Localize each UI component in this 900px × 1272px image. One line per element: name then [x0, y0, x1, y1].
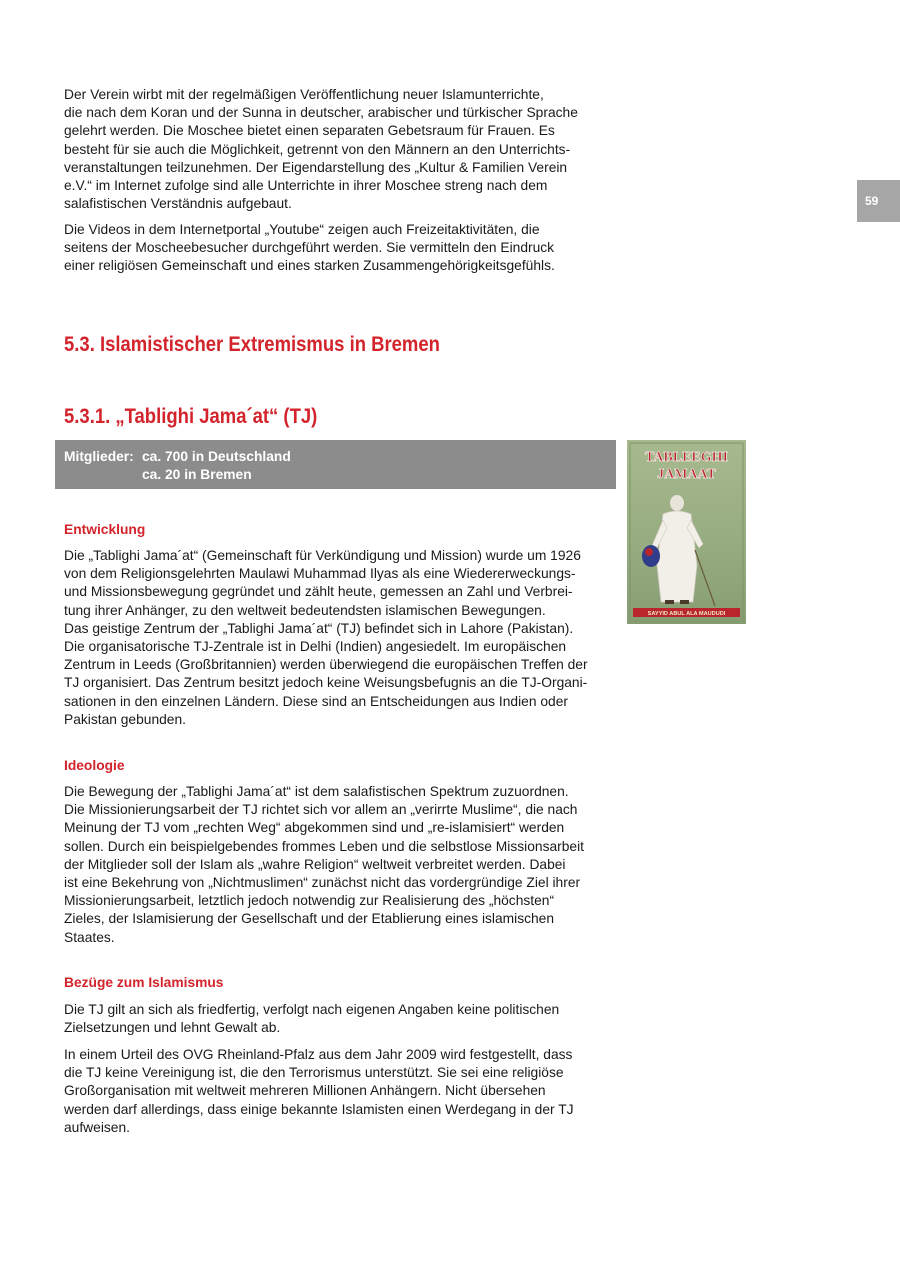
text-line: Der Verein wirbt mit der regelmäßigen Veröffentlichung neuer Islamunterrichte,: [64, 87, 544, 102]
entwicklung-heading: Entwicklung: [64, 522, 146, 537]
bezuege-paragraph-2: [64, 1046, 624, 1137]
text-line: Missionierungsarbeit, letztlich jedoch notwendig zur Realisierung des „höchsten“: [64, 893, 555, 909]
text-line: Zielsetzungen und lehnt Gewalt ab.: [64, 1020, 281, 1036]
text-line: werden darf allerdings, dass einige bekannte Islamisten einen Werdegang in der TJ: [64, 1101, 574, 1117]
text-line: Die organisatorische TJ-Zentrale ist in Delhi (Indien) angesiedelt. Im europäischen: [64, 639, 567, 655]
members-box: [55, 440, 616, 489]
text-line: aufweisen.: [64, 1119, 130, 1135]
text-line: die TJ keine Vereinigung ist, die den Terrorismus unterstützt. Sie sei eine religiöse: [64, 1065, 564, 1081]
text-line: TJ organisiert. Das Zentrum besitzt jedoch keine Weisungsbefugnis an die TJ-Organi-: [64, 675, 588, 691]
section-heading: 5.3. Islamistischer Extremismus in Bremen: [64, 333, 440, 356]
text-line: sationen in den einzelnen Ländern. Diese sind an Entscheidungen aus Indien oder: [64, 693, 568, 709]
text-line: veranstaltungen teilzunehmen. Der Eigendarstellung des „Kultur & Familien Verein: [64, 159, 568, 175]
text-line: Großorganisation mit weltweit mehreren Millionen Anhängern. Nicht übersehen: [64, 1083, 546, 1099]
text-line: Zentrum in Leeds (Großbritannien) werden überwiegend die europäischen Treffen der: [64, 657, 588, 673]
book-title-line-2: JAMAAT: [657, 467, 716, 482]
book-title-line-1: TABLEEGHI: [645, 450, 728, 465]
text-line: besteht für sie auch die Möglichkeit, getrennt von den Männern an den Unterrichts-: [64, 141, 571, 157]
members-label: Mitglieder:: [64, 449, 134, 464]
text-line: Die Missionierungsarbeit der TJ richtet sich vor allem an „verirrte Muslime“, die nach: [64, 802, 578, 818]
text-line: tung ihrer Anhänger, zu den weltweit bedeutendsten islamischen Bewegungen.: [64, 602, 546, 618]
text-line: Staates.: [64, 929, 115, 945]
members-germany: ca. 700 in Deutschland: [142, 449, 291, 464]
text-line: seitens der Moscheebesucher durchgeführt werden. Sie vermitteln den Eindruck: [64, 240, 555, 256]
members-row-germany: [64, 448, 616, 466]
text-line: Die Videos in dem Internetportal „Youtube“ zeigen auch Freizeitaktivitäten, die: [64, 222, 540, 237]
text-line: und Missionsbewegung gegründet und zählt heute, gemessen an Zahl und Verbrei-: [64, 584, 573, 600]
text-line: die nach dem Koran und der Sunna in deutscher, arabischer und türkischer Sprache: [64, 105, 578, 121]
book-bottom-banner-text: SAYYID ABUL ALA MAUDUDI: [647, 611, 726, 617]
text-line: gelehrt werden. Die Moschee bietet einen separaten Gebetsraum für Frauen. Es: [64, 123, 555, 139]
text-line: sollen. Durch ein beispielgebendes frommes Leben und die selbstlose Missionsarbeit: [64, 838, 584, 854]
subsection-heading: 5.3.1. „Tablighi Jama´at“ (TJ): [64, 405, 318, 428]
text-line: Die „Tablighi Jama´at“ (Gemeinschaft für Verkündigung und Mission) wurde um 1926: [64, 548, 581, 563]
intro-paragraph-1: [64, 86, 624, 213]
ideologie-paragraph: [64, 783, 624, 947]
text-line: e.V.“ im Internet zufolge sind alle Unterrichte in ihrer Moschee streng nach dem: [64, 178, 548, 194]
text-line: Die TJ gilt an sich als friedfertig, verfolgt nach eigenen Angaben keine politischen: [64, 1002, 560, 1017]
text-line: In einem Urteil des OVG Rheinland-Pfalz aus dem Jahr 2009 wird festgestellt, dass: [64, 1047, 573, 1062]
text-line: Das geistige Zentrum der „Tablighi Jama´at“ (TJ) befindet sich in Lahore (Pakistan).: [64, 620, 574, 636]
page-number: 59: [857, 180, 900, 222]
text-line: Die Bewegung der „Tablighi Jama´at“ ist dem salafistischen Spektrum zuzuordnen.: [64, 784, 569, 799]
bezuege-paragraph-1: [64, 1001, 624, 1037]
text-line: ist eine Bekehrung von „Nichtmuslimen“ zunächst nicht das vordergründige Ziel ihrer: [64, 875, 581, 891]
intro-paragraph-2: [64, 221, 624, 276]
text-line: der Mitglieder soll der Islam als „wahre Religion“ weltweit verbreitet werden. Dabei: [64, 856, 566, 872]
ideologie-heading: Ideologie: [64, 758, 125, 773]
text-line: Pakistan gebunden.: [64, 711, 186, 727]
book-cover-image: [627, 440, 746, 624]
entwicklung-paragraph: [64, 547, 624, 729]
text-line: Zieles, der Islamisierung der Gesellschaft und der Etablierung eines islamischen: [64, 911, 555, 927]
bezuege-heading: Bezüge zum Islamismus: [64, 975, 224, 990]
text-line: Meinung der TJ vom „rechten Weg“ abgekommen sind und „re-islamisiert“ werden: [64, 820, 565, 836]
text-line: einer religiösen Gemeinschaft und eines starken Zusammengehörigkeitsgefühls.: [64, 258, 555, 274]
members-row-bremen: [64, 466, 616, 484]
members-bremen: ca. 20 in Bremen: [142, 467, 252, 483]
text-line: salafistischen Verständnis aufgebaut.: [64, 196, 292, 212]
text-line: von dem Religionsgelehrten Maulawi Muhammad Ilyas als eine Wiedererweckungs-: [64, 566, 576, 582]
